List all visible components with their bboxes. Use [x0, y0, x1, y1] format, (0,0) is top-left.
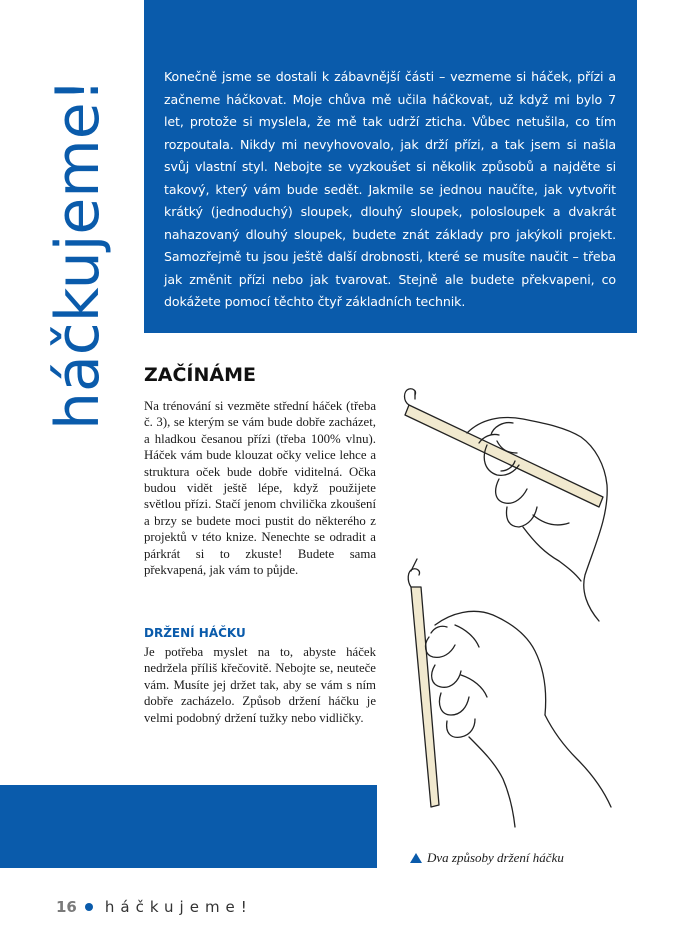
upper-hook-shaft: [405, 405, 603, 507]
subsection-body: Je potřeba myslet na to, abyste háček nedržela příliš křečovitě. Nebojte se, neuteče vám. Musíte jej držet tak, aby se vám s ním dobře zacházelo. Způsob držení háčku je velmi podobný držení tužky nebo vidličky.: [144, 645, 376, 725]
lower-hand-illustration: [408, 559, 611, 827]
illustration-caption: [410, 850, 650, 866]
vertical-chapter-title: [18, 30, 118, 430]
intro-paragraph: Konečně jsme se dostali k zábavnější části – vezmeme si háček, přízi a začneme háčkovat. Moje chůva mě učila háčkovat, už když mi bylo 7 let, protože si myslela, že mě tak udrží zticha. Vůbec netušila, co tím rozpoutala. Nikdy mi nevyhovovalo, jak drží přízi, a tak jsem si našla svůj vlastní styl. Nebojte se vyzkoušet si několik způsobů a najděte si takový, který vám bude sedět. Jakmile se jednou naučíte, jak vytvořit krátký (jednoduchý) sloupek, dlouhý sloupek, polosloupek a dvakrát nahazovaný dlouhý sloupek, budete znát základy pro jakýkoli projekt. Samozřejmě tu jsou ještě další drobnosti, které se musíte naučit – třeba jak změnit přízi nebo jak tvarovat. Stejně ale budete překvapeni, co dokážete pomocí těchto čtyř základních technik.: [164, 69, 616, 309]
bottom-color-band: [0, 785, 377, 868]
subsection-heading: DRŽENÍ HÁČKU: [144, 626, 246, 640]
caption-text: Dva způsoby držení háčku: [427, 850, 564, 865]
upper-hand-illustration: [405, 389, 608, 621]
upper-hook-head: [405, 389, 416, 405]
triangle-up-icon: [410, 853, 422, 863]
running-title: háčkujeme!: [104, 898, 253, 916]
section-body: Na trénování si vezměte střední háček (třeba č. 3), se kterým se vám bude dobře zacházet, a hladkou česanou přízi (třeba 100% vlnu). Háček vám bude klouzat očky velice lehce a struktura oček bude dobře viditelná. Očka budou vidět ještě lépe, když použijete světlou přízi. Stačí jenom chvilička zkoušení a brzy se budete moci pustit do některého z projektů v této knize. Nenechte se odradit a párkrát si to zkuste! Budete sama překvapená, jak vám to půjde.: [144, 399, 376, 578]
bullet-dot-icon: [85, 903, 93, 911]
lower-hook-shaft: [411, 587, 439, 807]
hands-holding-hook-illustration: [395, 375, 630, 840]
section-heading: ZAČÍNÁME: [144, 364, 256, 386]
page-number: 16: [56, 898, 77, 916]
vertical-title-text: háčkujeme!: [43, 78, 113, 430]
lower-hook-head: [408, 569, 419, 587]
page-footer: [56, 898, 356, 916]
